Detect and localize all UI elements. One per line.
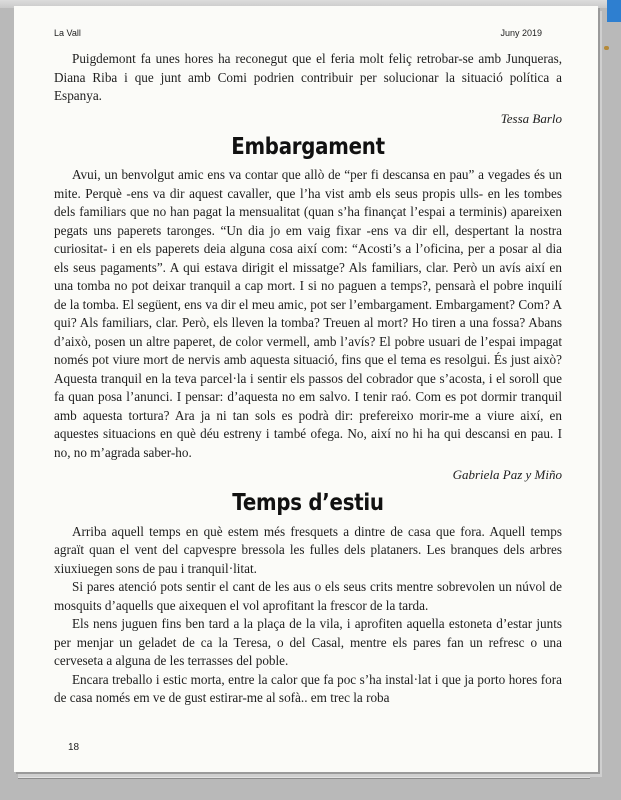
article1-title: Embargament (231, 133, 385, 160)
intro-paragraph: Puigdemont fa unes hores ha reconegut que el feria molt feliç retrobar-se amb Junqueras, Diana Riba i que junt amb Comi podrien contribuir per solucionar la situació política a Espanya. (54, 51, 562, 103)
page-header (54, 28, 542, 42)
header-publication: La Vall (54, 28, 81, 38)
page-number: 18 (68, 742, 80, 753)
magazine-page (14, 6, 598, 772)
article1-paragraph: Avui, un benvolgut amic ens va contar que allò de “per fi descansa en pau” a vegades és un mite. Perquè -ens va dir aquest cavaller, que l’ha vist amb els seus propis ulls- en les tombes dels familiars que no han pagat la mensualitat (quan s’ha finançat l’espai a terminis) apareixen pegats uns paperets taronges. “Un dia jo em vaig fixar -ens va dir ell, despertant la nostra curiositat- i en els paperets deia alguna cosa així com: “Acosti’s a l’oficina, per a posar al dia els seus pagaments”. A qui estava dirigit el missatge? Als familiars, clar. Però un avís així en una tomba no pot deixar tranquil a cap mort. I si no paguen a temps?, pensarà el pobre inquilí de la tomba. El següent, ens va dir el meu amic, pot ser l’embargament. Embargament? Com? A qui? Als familiars, clar. Però, els lleven la tomba? Treuen al mort? Ho tiren a una fossa? Abans d’això, posen un altre paperet, de color vermell, amb l’avís? El pobre usuari de l’espai impagat només pot viure mort de nervis amb aquesta situació, fins que el tema es resolgui. És just això? Aquesta tranquil en la teva parcel·la i sentir els passos del cobrador que s’acosta, i el soroll que fa quan posa l’anunci. I pensar: d’aquesta no em salvo. I tenir raó. Com es pot dormir tranquil amb aquesta tortura? Ara ja ni tan sols es podrà dir: prefereixo morir-me a viure així, en aquestes situacions en què déu estreny i també ofega. No, així no hi ha qui descansi en pau. I no, no m’agrada saber-ho. (54, 167, 562, 460)
article2-paragraph-1: Arriba aquell temps en què estem més fresquets a dintre de casa que fora. Aquell temps agraït quan el vent del capvespre bressola les fulles dels plataners. Les branques dels arbres xiuxiuegen sons de pau i tranquil·litat. (54, 523, 562, 576)
article2-paragraph-4: Encara treballo i estic morta, entre la calor que fa poc s’ha instal·lat i que ja porto hores fora de casa només em ve de gust estirar-me al sofà.. em trec la roba (54, 671, 562, 705)
scan-speck (604, 46, 609, 50)
header-date: Juny 2019 (500, 28, 542, 38)
article2-paragraph-3: Els nens juguen fins ben tard a la plaça de la vila, i aprofiten aquella estoneta d’estar junts per menjar un geladet de ca la Teresa, o del Casal, mentre els pares fan un refresc o una cerveseta a alguna de les terrasses del poble. (54, 616, 562, 668)
article2-paragraph-2: Si pares atenció pots sentir el cant de les aus o els seus crits mentre sobrevolen un núvol de mosquits d’aquells que aixequen el vol aprofitant la frescor de la tarda. (54, 579, 562, 613)
article2-title: Temps d’estiu (232, 490, 384, 516)
scan-blue-corner (607, 0, 621, 22)
page-content (54, 50, 562, 708)
intro-signature: Tessa Barlo (500, 110, 562, 126)
article1-signature: Gabriela Paz y Miño (452, 467, 562, 482)
